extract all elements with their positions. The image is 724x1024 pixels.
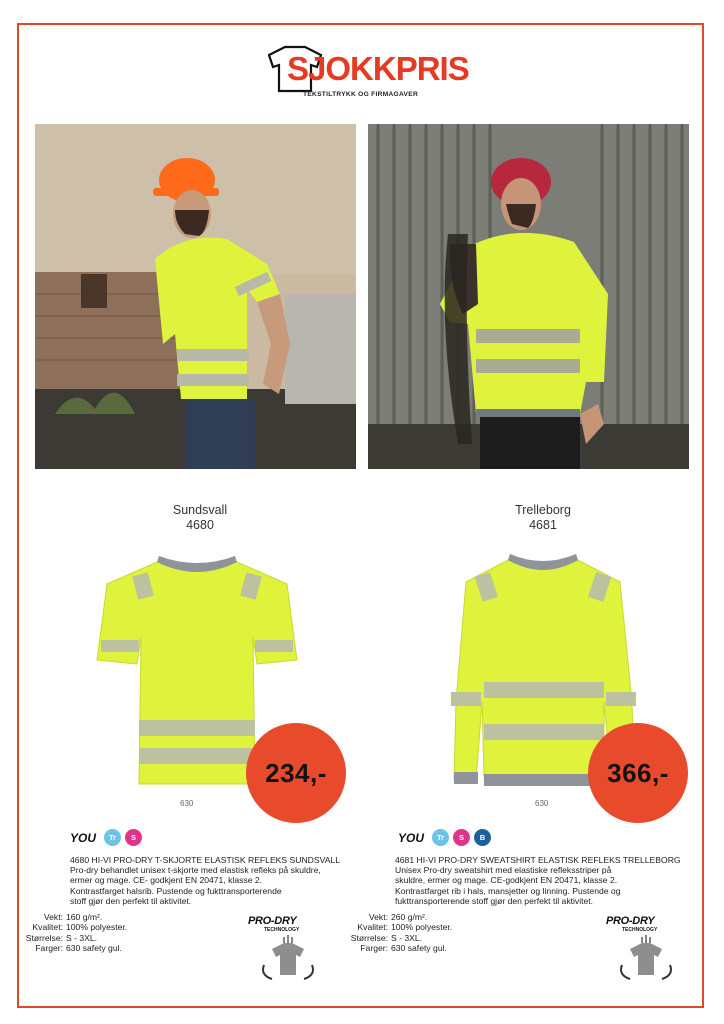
spec-label: Kvalitet:: [32, 922, 63, 933]
price-badge: [246, 723, 346, 823]
price-value: 366,-: [607, 757, 669, 788]
moisture-wicking-icon: [258, 935, 318, 983]
moisture-wicking-icon: [616, 935, 676, 983]
description-heading: 4681 HI-VI PRO-DRY SWEATSHIRT ELASTISK REFLEKS TRELLEBORG: [395, 855, 681, 865]
spec-value: 160 g/m².: [66, 912, 103, 922]
spec-label: Vekt:: [368, 912, 388, 922]
price-badge: [588, 723, 688, 823]
spec-label: Farger:: [35, 942, 63, 953]
spec-value: 630 safety gul.: [66, 942, 122, 953]
you-brand-logo: YOU: [398, 830, 425, 845]
model-photo-tshirt: [35, 124, 356, 469]
badge-tr: Tr: [432, 829, 449, 846]
prodry-subtitle: TECHNOLOGY: [264, 927, 300, 933]
prodry-subtitle: TECHNOLOGY: [622, 927, 658, 933]
product-title-trelleborg: [493, 503, 593, 533]
spec-value: 630 safety gul.: [391, 942, 447, 953]
description-line: fukttransporterende stoff gjør den perfekt til aktivitet.: [395, 895, 594, 906]
description-line: ermer og mage. CE- godkjent EN 20471, klasse 2.: [70, 875, 263, 886]
brand-logo: [265, 45, 469, 111]
color-code: 630: [180, 799, 194, 808]
price-value: 234,-: [265, 757, 327, 788]
product-name: Sundsvall: [172, 503, 228, 517]
description-line: Kontrastfarget halsrib. Pustende og fukttransporterende: [70, 885, 282, 896]
prodry-logo: [242, 915, 322, 981]
badge-s: S: [125, 829, 142, 846]
brand-name: SJOKKPRIS: [287, 50, 469, 87]
badge-b: B: [474, 829, 491, 846]
spec-value: 100% polyester.: [66, 922, 128, 933]
prodry-logo: [600, 915, 680, 981]
description-line: stoff gjør den perfekt til aktivitet.: [70, 895, 192, 906]
spec-label: Farger:: [360, 942, 388, 953]
product-description: [70, 855, 370, 906]
color-code: 630: [535, 799, 549, 808]
spec-label: Størrelse:: [25, 932, 63, 943]
spec-label: Vekt:: [43, 912, 63, 922]
prodry-title: PRO-DRY: [606, 915, 655, 927]
product-specs: [350, 912, 452, 953]
spec-label: Kvalitet:: [357, 922, 388, 933]
brand-tagline: TEKSTILTRYKK OG FIRMAGAVER: [303, 91, 419, 98]
product-title-sundsvall: [150, 503, 250, 533]
product-name: Trelleborg: [515, 503, 571, 517]
brand-badges: [398, 829, 491, 846]
spec-value: 100% polyester.: [391, 922, 453, 933]
spec-value: S - 3XL.: [66, 932, 98, 943]
model-photo-sweatshirt: [368, 124, 689, 469]
product-specs: [25, 912, 127, 953]
spec-value: S - 3XL.: [391, 932, 423, 943]
spec-value: 260 g/m².: [391, 912, 428, 922]
description-line: skuldre, ermer og mage. CE-godkjent EN 20471, klasse 2.: [395, 875, 618, 886]
you-brand-logo: YOU: [70, 830, 97, 845]
description-heading: 4680 HI-VI PRO-DRY T-SKJORTE ELASTISK REFLEKS SUNDSVALL: [70, 855, 341, 865]
description-line: Unisex Pro-dry sweatshirt med elastiske refleksstriper på: [395, 865, 612, 876]
prodry-title: PRO-DRY: [248, 915, 297, 927]
product-number: 4680: [186, 518, 214, 532]
badge-tr: Tr: [104, 829, 121, 846]
brand-badges: [70, 829, 142, 846]
description-line: Kontrastfarget rib i hals, mansjetter og linning. Pustende og: [395, 885, 621, 896]
spec-label: Størrelse:: [350, 932, 388, 943]
product-number: 4681: [529, 518, 557, 532]
description-line: Pro-dry behandlet unisex t-skjorte med elastisk refleks på skuldre,: [70, 865, 321, 876]
badge-s: S: [453, 829, 470, 846]
product-description: [395, 855, 695, 906]
